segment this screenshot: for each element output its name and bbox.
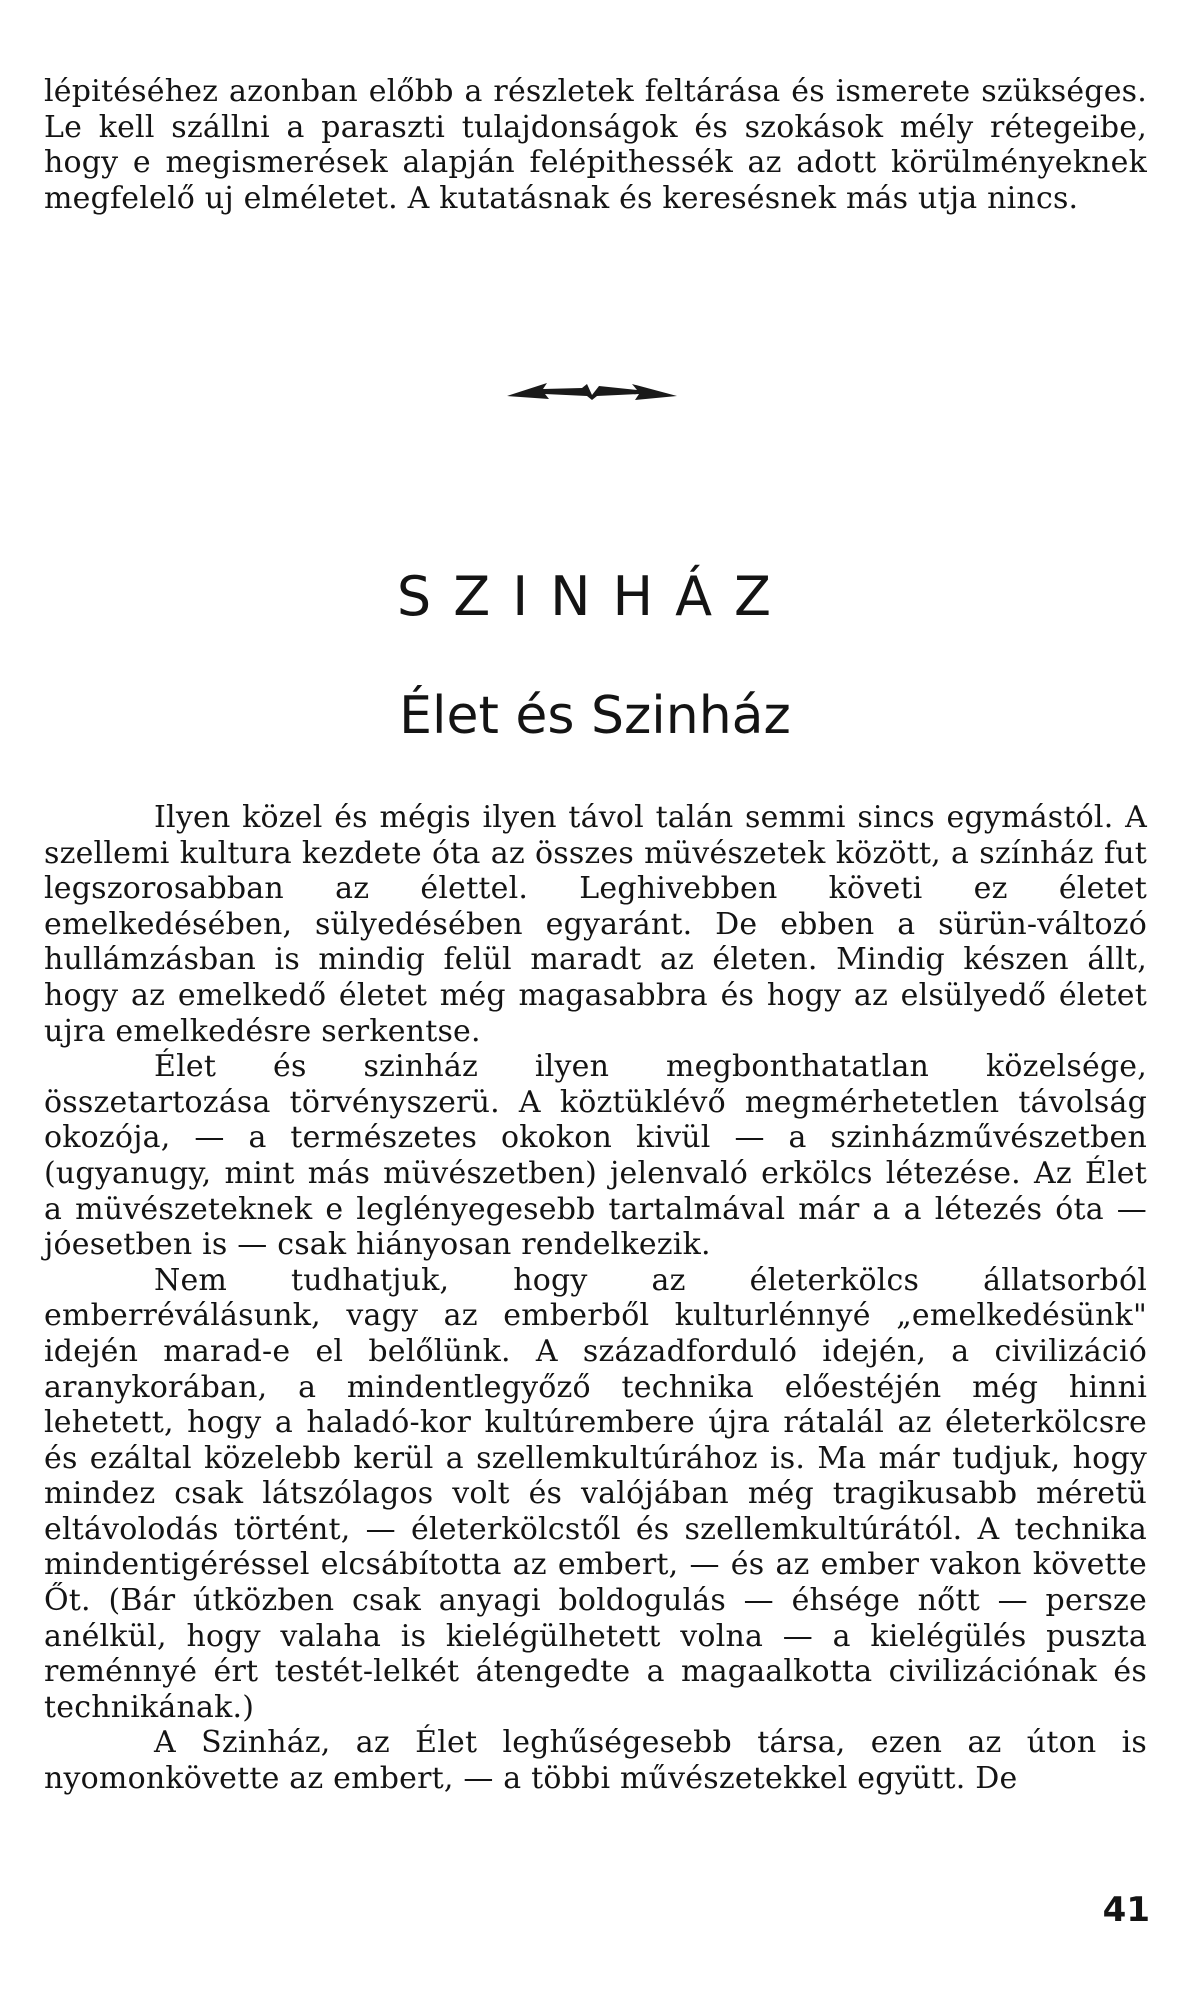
intro-text-block	[44, 74, 1147, 216]
intro-paragraph: lépitéséhez azonban előbb a részletek feltárása és ismerete szükséges. Le kell szállni a paraszti tulajdonságok és szokások mély rétegeibe, hogy e megismerések alapján felépithessék az adott körülményeknek megfelelő uj elméletet. A kutatásnak és keresésnek más utja nincs.	[44, 74, 1147, 216]
article-paragraph: A Szinház, az Élet leghűségesebb társa, ezen az úton is nyomonkövette az embert, — a többi művészetekkel együtt. De	[44, 1725, 1147, 1797]
article-paragraph: Ilyen közel és mégis ilyen távol talán semmi sincs egymástól. A szellemi kultura kezdete óta az összes müvészetek között, a színház fut legszorosabban az élettel. Leghivebben követi ez életet emelkedésében, sülyedésében egyaránt. De ebben a sürün-változó hullámzásban is mindig felül maradt az életen. Mindig készen állt, hogy az emelkedő életet még magasabbra és hogy az elsülyedő életet ujra emelkedésre serkentse.	[44, 800, 1147, 1049]
article-title: Élet és Szinház	[399, 686, 791, 746]
page-number: 41	[1102, 1890, 1150, 1930]
article-paragraph: Élet és szinház ilyen megbonthatatlan közelsége, összetartozása törvényszerü. A köztüklévő megmérhetetlen távolság okozója, — a természetes okokon kivül — a szinházművészetben (ugyanugy, mint más müvészetben) jelenvaló erkölcs létezése. Az Élet a müvészeteknek e leglényegesebb tartalmával már a a létezés óta — jóesetben is — csak hiányosan rendelkezik.	[44, 1049, 1147, 1263]
section-title: SZINHÁZ	[396, 565, 794, 628]
article-body	[44, 800, 1147, 1797]
decorative-divider-icon	[507, 380, 677, 402]
article-paragraph: Nem tudhatjuk, hogy az életerkölcs állatsorból emberréválásunk, vagy az emberből kulturlénnyé „emelkedésünk" idején marad-e el belőlünk. A századforduló idején, a civilizáció aranykorában, a mindentlegyőző technika előestéjén még hinni lehetett, hogy a haladó-kor kultúrembere újra rátalál az életerkölcsre és ezáltal közelebb kerül a szellemkultúrához is. Ma már tudjuk, hogy mindez csak látszólagos volt és valójában még tragikusabb méretü eltávolodás történt, — életerkölcstől és szellemkultúrától. A technika mindentigéréssel elcsábította az embert, — és az ember vakon követte Őt. (Bár útközben csak anyagi boldogulás — éhsége nőtt — persze anélkül, hogy valaha is kielégülhetett volna — a kielégülés puszta reménnyé ért testét-lelkét átengedte a magaalkotta civilizációnak és technikának.)	[44, 1262, 1147, 1725]
